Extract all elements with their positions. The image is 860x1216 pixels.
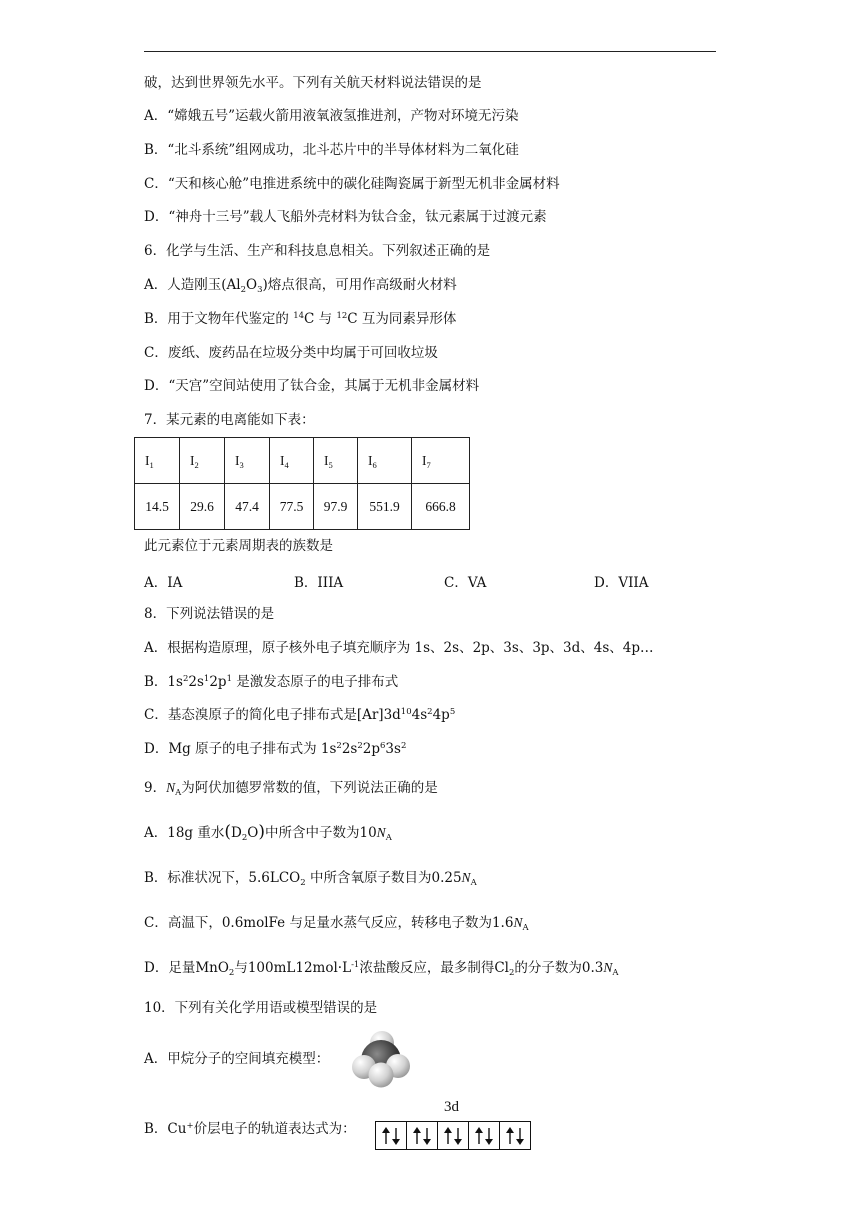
- value-cell: 47.4: [225, 484, 270, 530]
- ionization-value-row: [135, 484, 470, 530]
- q5-option-c: C．“天和核心舱”电推进系统中的碳化硅陶瓷属于新型无机非金属材料: [144, 176, 560, 192]
- q8-option-d: D．Mg 原子的电子排布式为 $1s^22s^22p^63s^2$: [144, 741, 407, 757]
- q9-option-d: D．足量MnO$_2$与$100mL12mol\cdot L^{-1}$浓盐酸反应，最多制得$Cl_2$的分子数为$0.3N_A$: [144, 960, 619, 978]
- hydrogen-atom: [369, 1063, 394, 1088]
- spin-pair-icon: [379, 1126, 403, 1146]
- spin-pair-icon: [472, 1126, 496, 1146]
- q10-option-a: A．甲烷分子的空间填充模型：: [144, 1051, 330, 1067]
- q10-stem: 10．下列有关化学用语或模型错误的是: [144, 1000, 378, 1016]
- q7-option-d: D．VIIA: [594, 575, 649, 591]
- header-cell: $I_4$: [270, 438, 314, 484]
- q5-option-a: A．“嫦娥五号”运载火箭用液氧液氢推进剂，产物对环境无污染: [144, 108, 519, 124]
- methane-space-filling-model: [352, 1029, 410, 1089]
- value-cell: 14.5: [135, 484, 180, 530]
- q6-option-d: D．“天宫”空间站使用了钛合金，其属于无机非金属材料: [144, 378, 480, 394]
- q5-option-b: B．“北斗系统”组网成功，北斗芯片中的半导体材料为二氧化硅: [144, 142, 519, 158]
- header-cell: $I_7$: [412, 438, 470, 484]
- header-cell: $I_1$: [135, 438, 180, 484]
- q6-option-c: C．废纸、废药品在垃圾分类中均属于可回收垃圾: [144, 345, 438, 361]
- orbital-box: [500, 1122, 530, 1149]
- ionization-energy-table: [134, 437, 470, 530]
- q7-option-a: A．IA: [144, 575, 183, 591]
- q7-stem: 7．某元素的电离能如下表：: [144, 412, 315, 428]
- header-cell: $I_3$: [225, 438, 270, 484]
- header-cell: $I_2$: [180, 438, 225, 484]
- value-cell: 29.6: [180, 484, 225, 530]
- q9-option-c: C．高温下，0.6molFe 与足量水蒸气反应，转移电子数为$1.6N_A$: [144, 915, 529, 933]
- ionization-header-row: [135, 438, 470, 484]
- value-cell: 666.8: [412, 484, 470, 530]
- q6-stem: 6．化学与生活、生产和科技息息相关。下列叙述正确的是: [144, 243, 491, 259]
- spin-pair-icon: [503, 1126, 527, 1146]
- orbital-diagram-3d: [375, 1121, 531, 1150]
- q9-option-b: B．标准状况下，$5.6LCO_2$ 中所含氧原子数目为$0.25N_A$: [144, 870, 477, 888]
- orbital-box: [407, 1122, 438, 1149]
- q6-option-a: A．人造刚玉$(Al_2O_3)$熔点很高，可用作高级耐火材料: [144, 277, 457, 295]
- q5-stem: 破，达到世界领先水平。下列有关航天材料说法错误的是: [144, 75, 482, 91]
- q7-option-c: C．VA: [444, 575, 487, 591]
- q8-stem: 8．下列说法错误的是: [144, 606, 275, 622]
- q6-option-b: B．用于文物年代鉴定的 $^{14}$C 与 $^{12}$C 互为同素异形体: [144, 311, 457, 327]
- orbital-label-3d: 3d: [444, 1099, 459, 1115]
- orbital-box: [438, 1122, 469, 1149]
- value-cell: 97.9: [314, 484, 358, 530]
- q8-option-a: A．根据构造原理，原子核外电子填充顺序为 1s、2s、2p、3s、3p、3d、4s、4p…: [144, 640, 654, 656]
- header-rule: [144, 51, 716, 52]
- q9-stem: 9．$N_A$为阿伏加德罗常数的值，下列说法正确的是: [144, 780, 438, 798]
- q9-option-a: A．18g 重水$(D_2O)$中所含中子数为$10N_A$: [144, 822, 392, 843]
- q8-option-c: C．基态溴原子的简化电子排布式是$[Ar]3d^{10}4s^24p^5$: [144, 707, 456, 723]
- header-cell: $I_5$: [314, 438, 358, 484]
- header-cell: $I_6$: [358, 438, 412, 484]
- orbital-box: [469, 1122, 500, 1149]
- q7-question: 此元素位于元素周期表的族数是: [144, 538, 333, 554]
- orbital-box: [376, 1122, 407, 1149]
- q10-option-b: B．Cu+价层电子的轨道表达式为：: [144, 1121, 356, 1137]
- q5-option-d: D．“神舟十三号”载人飞船外壳材料为钛合金，钛元素属于过渡元素: [144, 209, 547, 225]
- spin-pair-icon: [441, 1126, 465, 1146]
- value-cell: 77.5: [270, 484, 314, 530]
- spin-pair-icon: [410, 1126, 434, 1146]
- value-cell: 551.9: [358, 484, 412, 530]
- q8-option-b: B．$1s^22s^12p^1$ 是激发态原子的电子排布式: [144, 674, 399, 690]
- q7-option-b: B．IIIA: [294, 575, 344, 591]
